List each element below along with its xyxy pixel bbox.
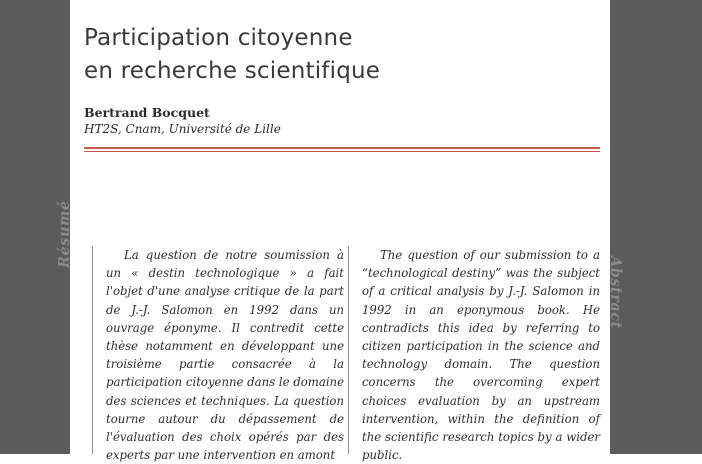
resume-text: La question de notre soumission à un « destin technologique » a fait l'objet d'une analyse critique de la part de J.-J. Salomon en 1992 dans un ouvrage éponyme. Il contredit cette thèse notamment en développant une troisième partie consacrée à la participation citoyenne dans le domaine des sciences et techniques. La question tourne autour du dépassement de l'évaluation des choix opérés par des experts par une intervention en amont (106, 248, 344, 463)
divider-line-thick (84, 147, 600, 149)
author-name: Bertrand Bocquet (84, 105, 210, 120)
abstract-text: The question of our submission to a “technological destiny” was the subject of a critical analysis by J.-J. Salomon in 1992 in an eponymous book. He contradicts this idea by referring to citizen participation in the science and technology domain. The question concerns the overcoming expert choices evaluation by an upstream intervention, within the definition of the scientific research topics by a wider public. (362, 248, 600, 463)
abstract-section (56, 200, 624, 463)
abstract-column (362, 246, 600, 463)
title-line-1: Participation citoyenne (84, 25, 353, 51)
abstract-side-label: Abstract (607, 256, 624, 329)
divider-line-thin (84, 151, 600, 152)
title-line-2: en recherche scientifique (84, 58, 381, 84)
author-affiliation: HT2S, Cnam, Université de Lille (84, 122, 281, 136)
page-title (84, 22, 584, 88)
resume-column (106, 246, 344, 463)
header-divider (84, 147, 600, 152)
author-block (84, 104, 584, 138)
column-rule-right (348, 246, 349, 454)
resume-side-label: Résumé (56, 200, 73, 268)
document-page (56, 0, 624, 463)
column-rule-left (92, 246, 93, 454)
right-margin-band (610, 0, 702, 454)
